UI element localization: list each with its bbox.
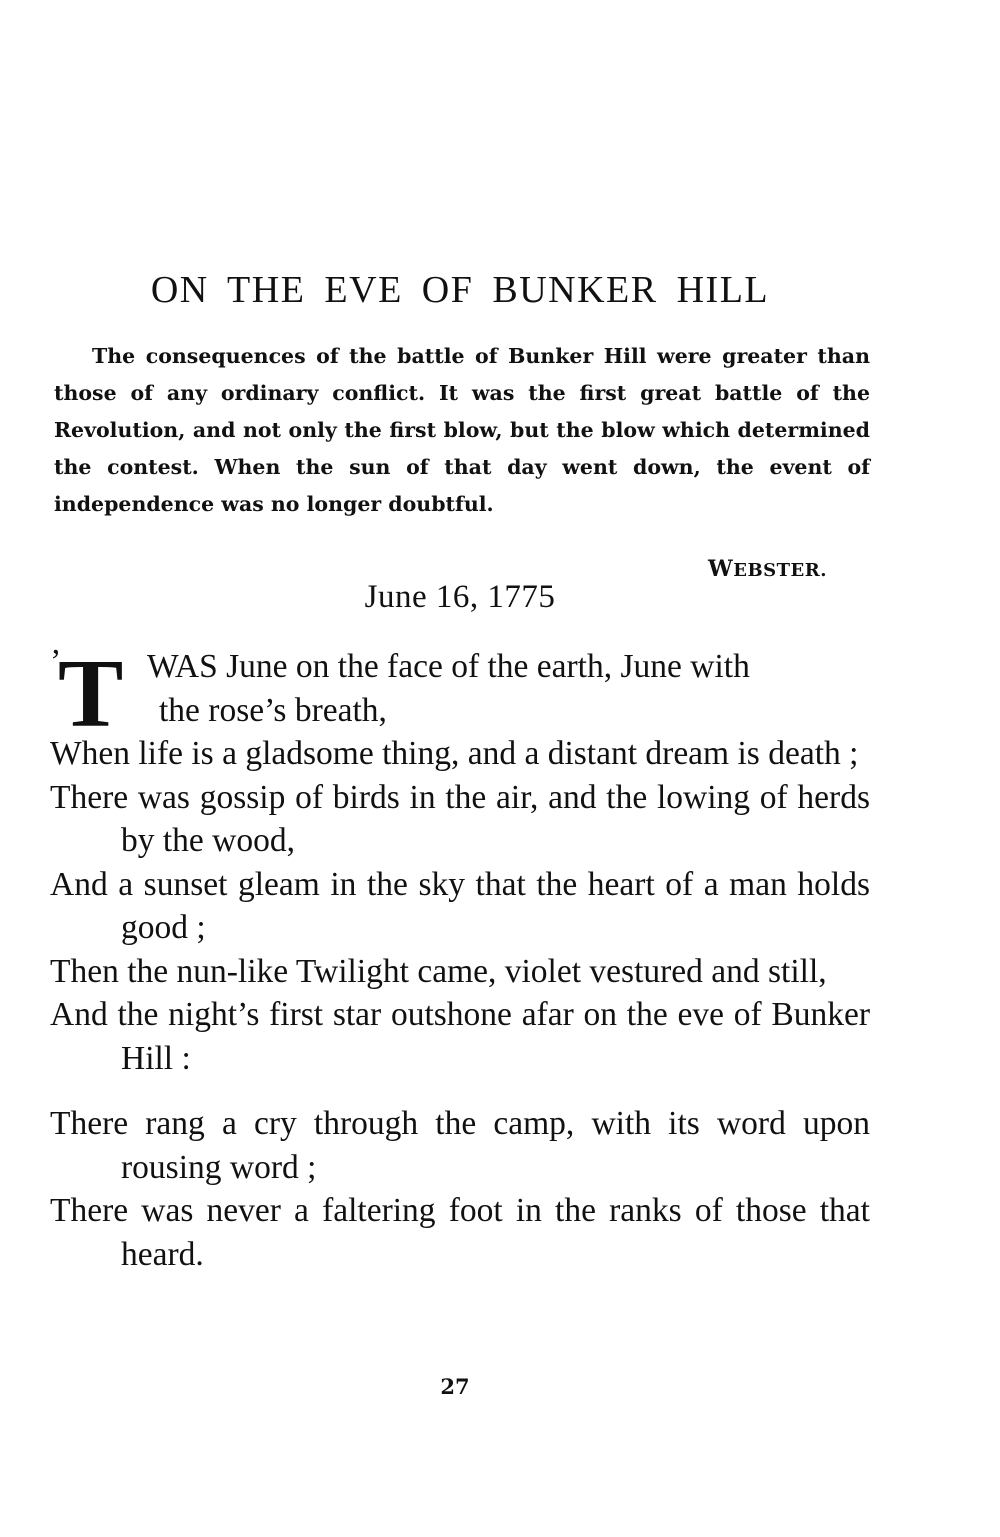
drop-cap: T — [58, 640, 124, 748]
intro-quote: The consequences of the battle of Bunker Hill were greater than those of any ordinary conflict. It was the first great battle of the Revolution, and not only the first blow, but the blow which determined the contest. When the sun of that day went down, the event of independence was no longer doubtful. — [54, 344, 870, 516]
poem-body — [50, 640, 870, 1276]
attribution-initial: W — [708, 556, 734, 582]
attribution-rest: EBSTER. — [733, 560, 827, 581]
stanza-1 — [50, 640, 870, 1080]
poem-line: Then the nun-like Twilight came, violet vestured and still, — [50, 952, 827, 990]
poem-title: ON THE EVE OF BUNKER HILL — [150, 269, 770, 311]
poem-line: There rang a cry through the camp, with its word upon rousing word ; — [50, 1105, 870, 1186]
poem-line: There was gossip of birds in the air, and the lowing of herds by the wood, — [50, 778, 870, 859]
stanza-2 — [50, 1102, 870, 1276]
leading-apostrophe: ’ — [50, 643, 62, 680]
poem-line: When life is a gladsome thing, and a distant dream is death ; — [50, 735, 859, 772]
poem-first-line — [50, 640, 870, 748]
poem-line: And a sunset gleam in the sky that the heart of a man holds good ; — [50, 865, 870, 946]
poem-line: And the night’s first star outshone afar on the eve of Bunker Hill : — [50, 996, 870, 1077]
first-line-text — [50, 640, 870, 748]
page-number: 27 — [440, 1374, 470, 1399]
poem-date: June 16, 1775 — [364, 579, 556, 615]
first-line-part-1: WAS June on the face of the earth, June with — [147, 648, 750, 685]
poem-line: There was never a faltering foot in the ranks of those that heard. — [50, 1192, 870, 1273]
first-line-part-2: the rose’s breath, — [159, 691, 387, 729]
